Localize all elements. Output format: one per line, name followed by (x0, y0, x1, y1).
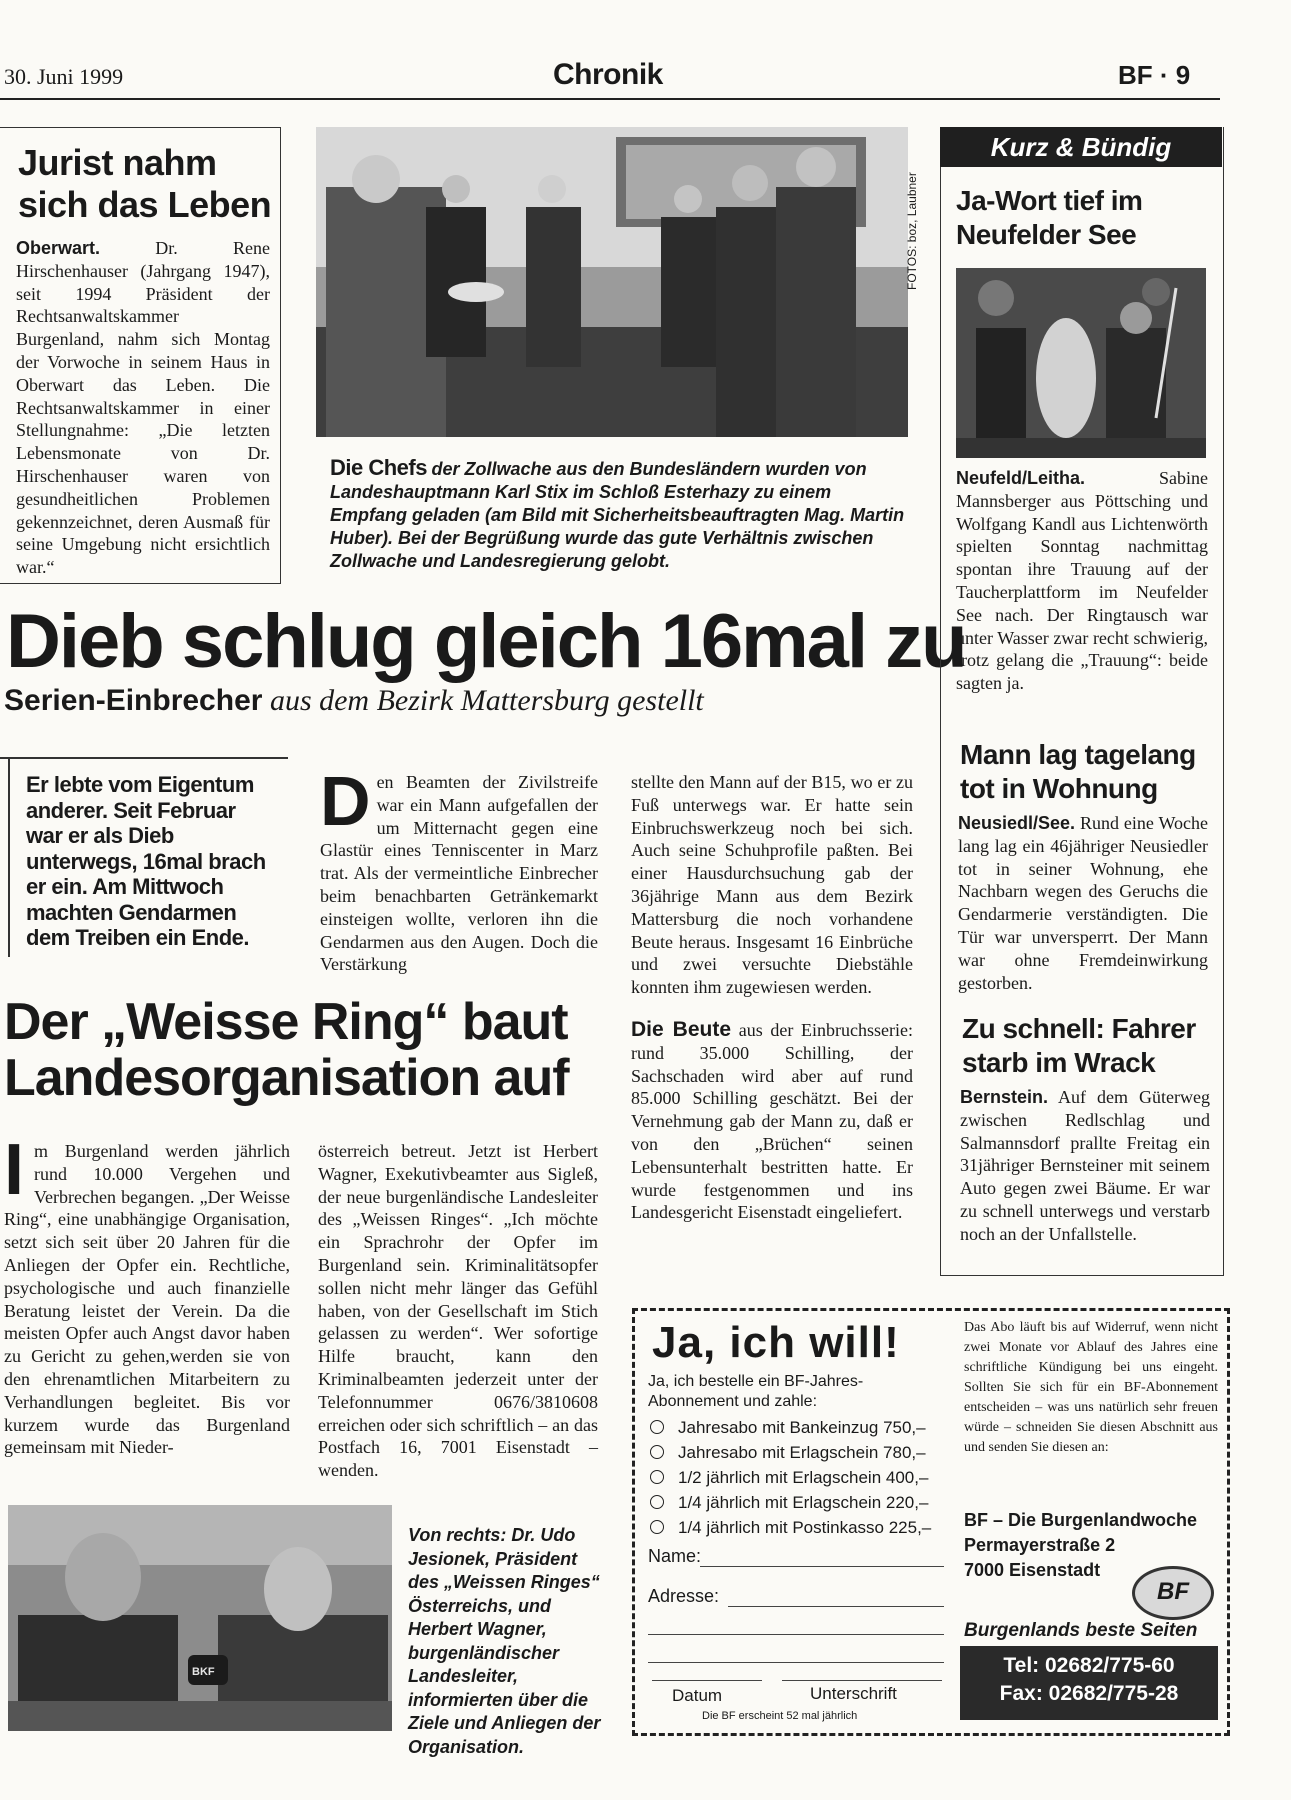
page-number: BF · 9 (1118, 60, 1191, 90)
photo-credit: FOTOS: boz, Laubner (905, 172, 919, 290)
zollwache-photo (316, 127, 908, 437)
underwater-wedding-photo (956, 268, 1206, 458)
abo-option-label: 1/2 jährlich mit Erlagschein 400,– (678, 1468, 929, 1487)
weisser-ring-column-2: österreich betreut. Jetzt ist Herbert Wagner, Exekutivbeamter aus Sigleß, der neue burgenländische Landesleiter des „Weissen Ringes“. „Ich möchte ein Sprachrohr der Opfer im Burgenland sein. Kriminalitätsopfer sollen nicht mehr länger das Gefühl haben, von der Gesellschaft im Stich gelassen zu werden“. Wer sofortige Hilfe braucht, kann den Kriminalbeamten jederzeit unter der Telefonnummer 0676/3810608 erreichen oder sich schriftlich – an das Postfach 16, 7001 Eisenstadt – wenden. (318, 1141, 598, 1481)
radio-circle[interactable] (650, 1420, 664, 1434)
zu-schnell-headline: Zu schnell: Fahrer starb im Wrack (962, 1013, 1196, 1078)
abo-intro: Ja, ich bestelle ein BF-Jahres-Abonnement und zahle: (648, 1373, 864, 1410)
issue-date: 30. Juni 1999 (4, 64, 124, 89)
radio-circle[interactable] (650, 1445, 664, 1459)
dieb-col2-text: en Beamten der Zivilstreife war ein Mann aufgefallen der um Mitternacht gegen eine Glastür eines Tenniscenter in Marz trat. Als der vermeintliche Einbrecher beim benachbarten Getränkemarkt einsteigen wollte, verloren ihn die Gendarmen aus den Augen. Doch die Verstärkung (320, 772, 598, 975)
abo-headline: Ja, ich will! (652, 1318, 900, 1367)
bernstein-place: Bernstein. (960, 1087, 1049, 1107)
tot-in-wohnung-text: Rund eine Woche lang lag ein 46jähriger Neusiedler tot in seiner Wohnung, ehe Nachbarn wegen des Geruchs die Gendarmerie verständigten. Die Tür war unversperrt. Der Mann war ohne Fremdeinwirkung gestorben. (958, 813, 1209, 993)
signature-field[interactable] (782, 1680, 942, 1681)
ja-wort-headline: Ja-Wort tief im Neufelder See (956, 185, 1143, 250)
underwater-photo-art (956, 268, 1206, 458)
jurist-place: Oberwart. (16, 238, 101, 258)
address-line-3: 7000 Eisenstadt (964, 1560, 1101, 1580)
subheadline-rest: aus dem Bezirk Mattersburg gestellt (269, 684, 704, 717)
bf-logo: BF (1132, 1566, 1214, 1620)
weisser-ring-headline: Der „Weisse Ring“ baut Landesorganisation auf (4, 993, 569, 1107)
caption-lead: Die Chefs (330, 455, 427, 480)
abo-option-2[interactable] (650, 1443, 926, 1463)
ja-wort-place: Neufeld/Leitha. (956, 468, 1086, 488)
teaser-rule (0, 757, 288, 759)
beute-text: aus der Einbruchsserie: rund 35.000 Schilling, der Sachschaden wird aber auf rund 85.000 Schilling geschätzt. Bei der Vernehmung gab der Mann zu, daß er von den „Brüchen“ seinen Lebensunterhalt bestritten hatte. Er wurde festgenommen und ins Landesgericht Eisenstadt eingeliefert. (631, 1019, 913, 1223)
jurist-headline: Jurist nahm sich das Leben (18, 142, 272, 225)
zu-schnell-text: Auf dem Güterweg zwischen Redlschlag und Salmannsdorf prallte Freitag ein 31jähriger Bernsteiner mit seinem Auto gegen zwei Bäume. Er war zu schnell unterwegs und verstarb noch an der Unfallstelle. (960, 1087, 1210, 1244)
weisser-ring-caption: Von rechts: Dr. Udo Jesionek, Präsident des „Weissen Ringes“ Österreichs, und Herbert Wagner, burgenländischer Landesleiter, informierten über die Ziele und Anliegen der Organisation. (408, 1525, 601, 1757)
dieb-beute-paragraph (631, 1019, 913, 1224)
jurist-body (16, 237, 270, 579)
name-label: Name: (648, 1546, 702, 1566)
ja-wort-body (956, 467, 1208, 695)
dieb-col3-text: stellte den Mann auf der B15, wo er zu Fuß unterwegs war. Er hatte sein Einbruchswerkzeug noch bei sich. Auch seine Schuhprofile paßten. Bei einer Hausdurchsuchung gab der 36jährige Mann aus dem Bezirk Mattersburg die noch vorhandene Beute heraus. Insgesamt 16 Einbrüche und zwei versuchte Diebstähle konnten ihm zugewiesen werden. (631, 772, 913, 998)
tot-in-wohnung-body (958, 812, 1208, 994)
dropcap-i: I (4, 1130, 25, 1210)
header-rule (0, 98, 1220, 100)
address-label: Adresse: (648, 1586, 720, 1606)
radio-circle[interactable] (650, 1520, 664, 1534)
dieb-column-2 (320, 762, 598, 976)
date-field[interactable] (652, 1680, 762, 1681)
teaser-vertical-rule (8, 757, 10, 957)
abo-option-label: Jahresabo mit Bankeinzug 750,– (678, 1418, 926, 1437)
abo-option-4[interactable] (650, 1493, 928, 1513)
tel-number: Tel: 02682/775-60 (1003, 1654, 1175, 1677)
abo-slogan: Burgenlands beste Seiten (964, 1620, 1198, 1641)
date-label: Datum (672, 1686, 723, 1705)
radio-circle[interactable] (650, 1470, 664, 1484)
abo-info-text: Das Abo läuft bis auf Widerruf, wenn nicht zwei Monate vor Ablauf des Jahres eine schriftliche Kündigung bei uns eingeht. Sollten Sie sich für ein BF-Abonnement entscheiden – was uns natürlich sehr freuen würde – schneiden Sie diesen Abschnitt aus und senden Sie diesen an: (964, 1320, 1218, 1455)
ja-wort-text: Sabine Mannsberger aus Pöttsching und Wolfgang Kandl aus Lichtenwörth spielten Sonntag nachmittag spontan ihre Trauung auf der Taucherplattform im Neufelder See nach. Der Ringtausch war unter Wasser zwar recht schwierig, trotz gelang die „Trauung“: beide sagten ja. (956, 468, 1208, 694)
frequency-note: Die BF erscheint 52 mal jährlich (702, 1710, 858, 1722)
zu-schnell-body (960, 1086, 1210, 1246)
address-field-2[interactable] (648, 1634, 944, 1635)
mic-label: BKF (192, 1666, 215, 1678)
abo-option-1[interactable] (650, 1418, 926, 1438)
fax-number: Fax: 02682/775-28 (999, 1682, 1179, 1705)
weisser-ring-photo (8, 1505, 392, 1731)
dropcap-d: D (320, 762, 371, 840)
address-line-2: Permayerstraße 2 (964, 1535, 1116, 1555)
neusiedl-place: Neusiedl/See. (958, 813, 1076, 833)
caption-text: der Zollwache aus den Bundesländern wurden von Landeshauptmann Karl Stix im Schloß Esterhazy zu einem Empfang geladen (am Bild mit Sicherheitsbeauftragten Mag. Martin Huber). Bei der Begrüßung wurde das gute Verhältnis zwischen Zollwache und Landesregierung gelobt. (330, 459, 905, 571)
zollwache-caption (330, 456, 906, 573)
radio-circle[interactable] (650, 1495, 664, 1509)
dieb-subheadline (4, 684, 704, 718)
ring-col1-text: m Burgenland werden jährlich rund 10.000 Vergehen und Verbrechen begangen. „Der Weisse Ring“, eine unabhängige Organisation, setzt sich seit über 20 Jahren für die Anliegen der Opfer ein. Rechtliche, psychologische und auch finanzielle Beratung leistet der Verein. Da die meisten Opfer auch Angst davor haben zu Gericht zu gehen,werden sie von den ehrenamtlichen Mitarbeitern zu Verhandlungen begleitet. Bis vor kurzem wurde das Burgenland gemeinsam mit Nieder- (4, 1141, 290, 1458)
section-title: Chronik (553, 58, 663, 91)
address-line-1: BF – Die Burgenlandwoche (964, 1510, 1198, 1530)
weisser-ring-column-1 (4, 1130, 290, 1459)
abo-option-label: 1/4 jährlich mit Erlagschein 220,– (678, 1493, 929, 1512)
abo-option-5[interactable] (650, 1518, 931, 1538)
address-field-3[interactable] (648, 1662, 944, 1663)
dieb-column-3 (631, 771, 913, 1224)
dieb-headline: Dieb schlug gleich 16mal zu (6, 599, 966, 684)
jurist-text: Dr. Rene Hirschenhauser (Jahrgang 1947), seit 1994 Präsident der Rechtsanwaltskammer Burgenland, nahm sich Montag der Vorwoche in seinem Haus in Oberwart das Leben. Die Rechtsanwaltskammer in einer Stellungnahme: „Die letzten Lebensmonate von Dr. Hirschenhauser waren von gesundheitlichen Problemen gekennzeichnet, deren Ausmaß für seine Umgebung nicht ersichtlich war.“ (16, 238, 271, 578)
name-field[interactable] (700, 1566, 944, 1567)
address-field-1[interactable] (728, 1606, 944, 1607)
abo-option-3[interactable] (650, 1468, 928, 1488)
contact-box (960, 1646, 1218, 1720)
dieb-teaser: Er lebte vom Eigentum anderer. Seit Februar war er als Dieb unterwegs, 16mal brach er ein. Am Mittwoch machten Gendarmen dem Treiben ein Ende. (26, 772, 266, 950)
abo-option-label: Jahresabo mit Erlagschein 780,– (678, 1443, 926, 1462)
weisser-ring-photo-art (8, 1505, 392, 1731)
zollwache-photo-art (316, 127, 908, 437)
tot-in-wohnung-headline: Mann lag tagelang tot in Wohnung (960, 739, 1196, 804)
subheadline-lead: Serien-Einbrecher (4, 684, 263, 717)
beute-lead: Die Beute (631, 1017, 732, 1041)
kurz-buendig-title: Kurz & Bündig (940, 127, 1222, 167)
signature-label: Unterschrift (810, 1684, 897, 1703)
abo-option-label: 1/4 jährlich mit Postinkasso 225,– (678, 1518, 932, 1537)
